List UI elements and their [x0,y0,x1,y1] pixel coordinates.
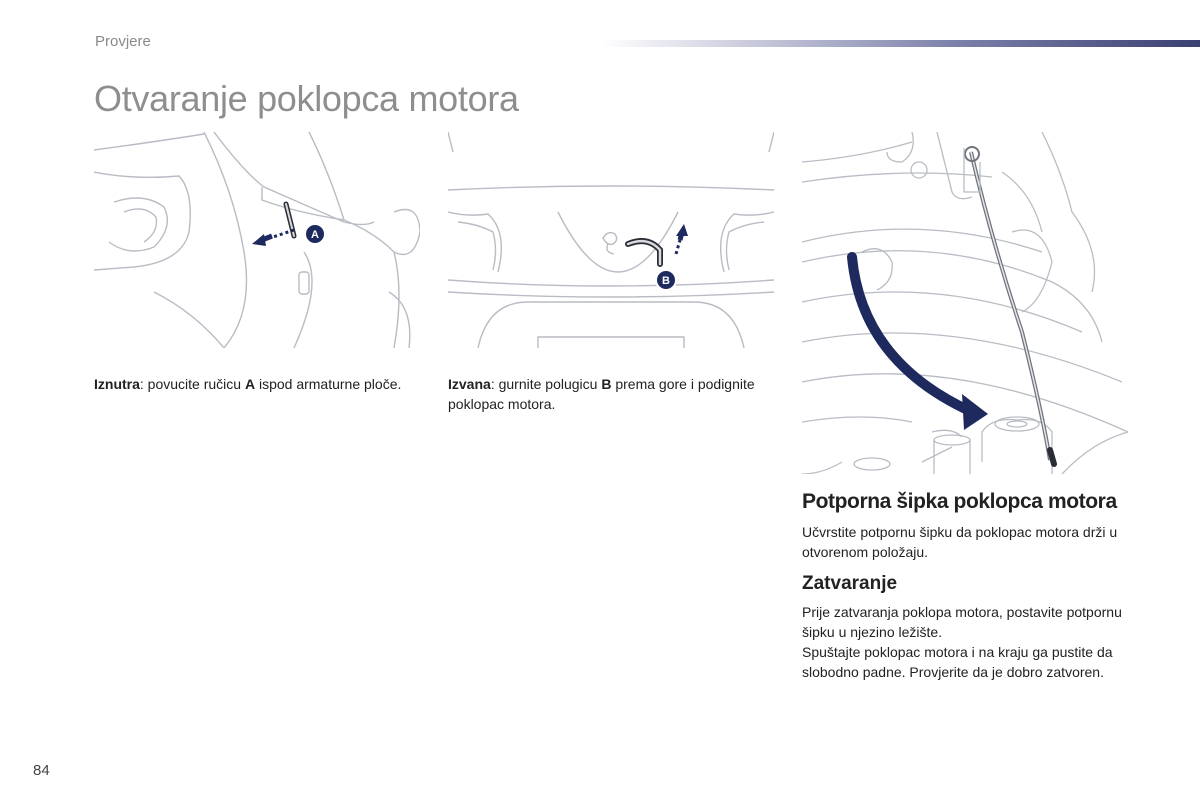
closing-line: Prije zatvaranja poklopa motora, postavite potpornu šipku u njezino ležište. [802,604,1122,640]
caption-inside-bold: Iznutra [94,376,140,392]
figure-support-rod [802,132,1128,474]
caption-inside-text-before: : povucite ručicu [139,376,245,392]
badge-a-icon [305,224,325,244]
page-number: 84 [33,762,50,779]
page-title: Otvaranje poklopca motora [94,78,519,119]
badge-b-label: B [662,275,670,287]
caption-inside-text-after: ispod armaturne ploče. [255,376,402,392]
figure-inside-lever [94,132,420,348]
caption-outside-bold: Izvana [448,376,491,392]
closing-line: Spuštajte poklopac motora i na kraju ga pustite da slobodno padne. Provjerite da je dobro zatvoren. [802,644,1113,680]
closing-text [802,602,1132,682]
pull-direction-arrow-icon [252,230,294,246]
support-rod-text: Učvrstite potpornu šipku da poklopac motora drži u otvorenom položaju. [802,524,1118,560]
caption-inside-handle: A [244,376,256,392]
section-label: Provjere [95,33,151,50]
caption-outside [448,374,768,414]
support-rod-illustration [802,132,1128,474]
badge-a-label: A [311,229,319,241]
caption-outside-text-before: : gurnite polugicu [490,376,602,392]
closing-heading: Zatvaranje [802,573,898,594]
caption-outside-handle: B [601,376,612,392]
outside-lever-illustration [448,132,774,348]
lower-rod-arrow-icon [852,257,988,430]
push-up-arrow-icon [676,224,688,254]
figure-outside-lever [448,132,774,348]
caption-outside-text-after: prema gore i podignite poklopac motora. [448,376,755,412]
support-rod-heading: Potporna šipka poklopca motora [802,490,1117,513]
badge-b-icon [656,270,676,290]
header-gradient-bar [600,40,1200,47]
inside-lever-illustration [94,132,420,348]
caption-inside [94,374,414,394]
